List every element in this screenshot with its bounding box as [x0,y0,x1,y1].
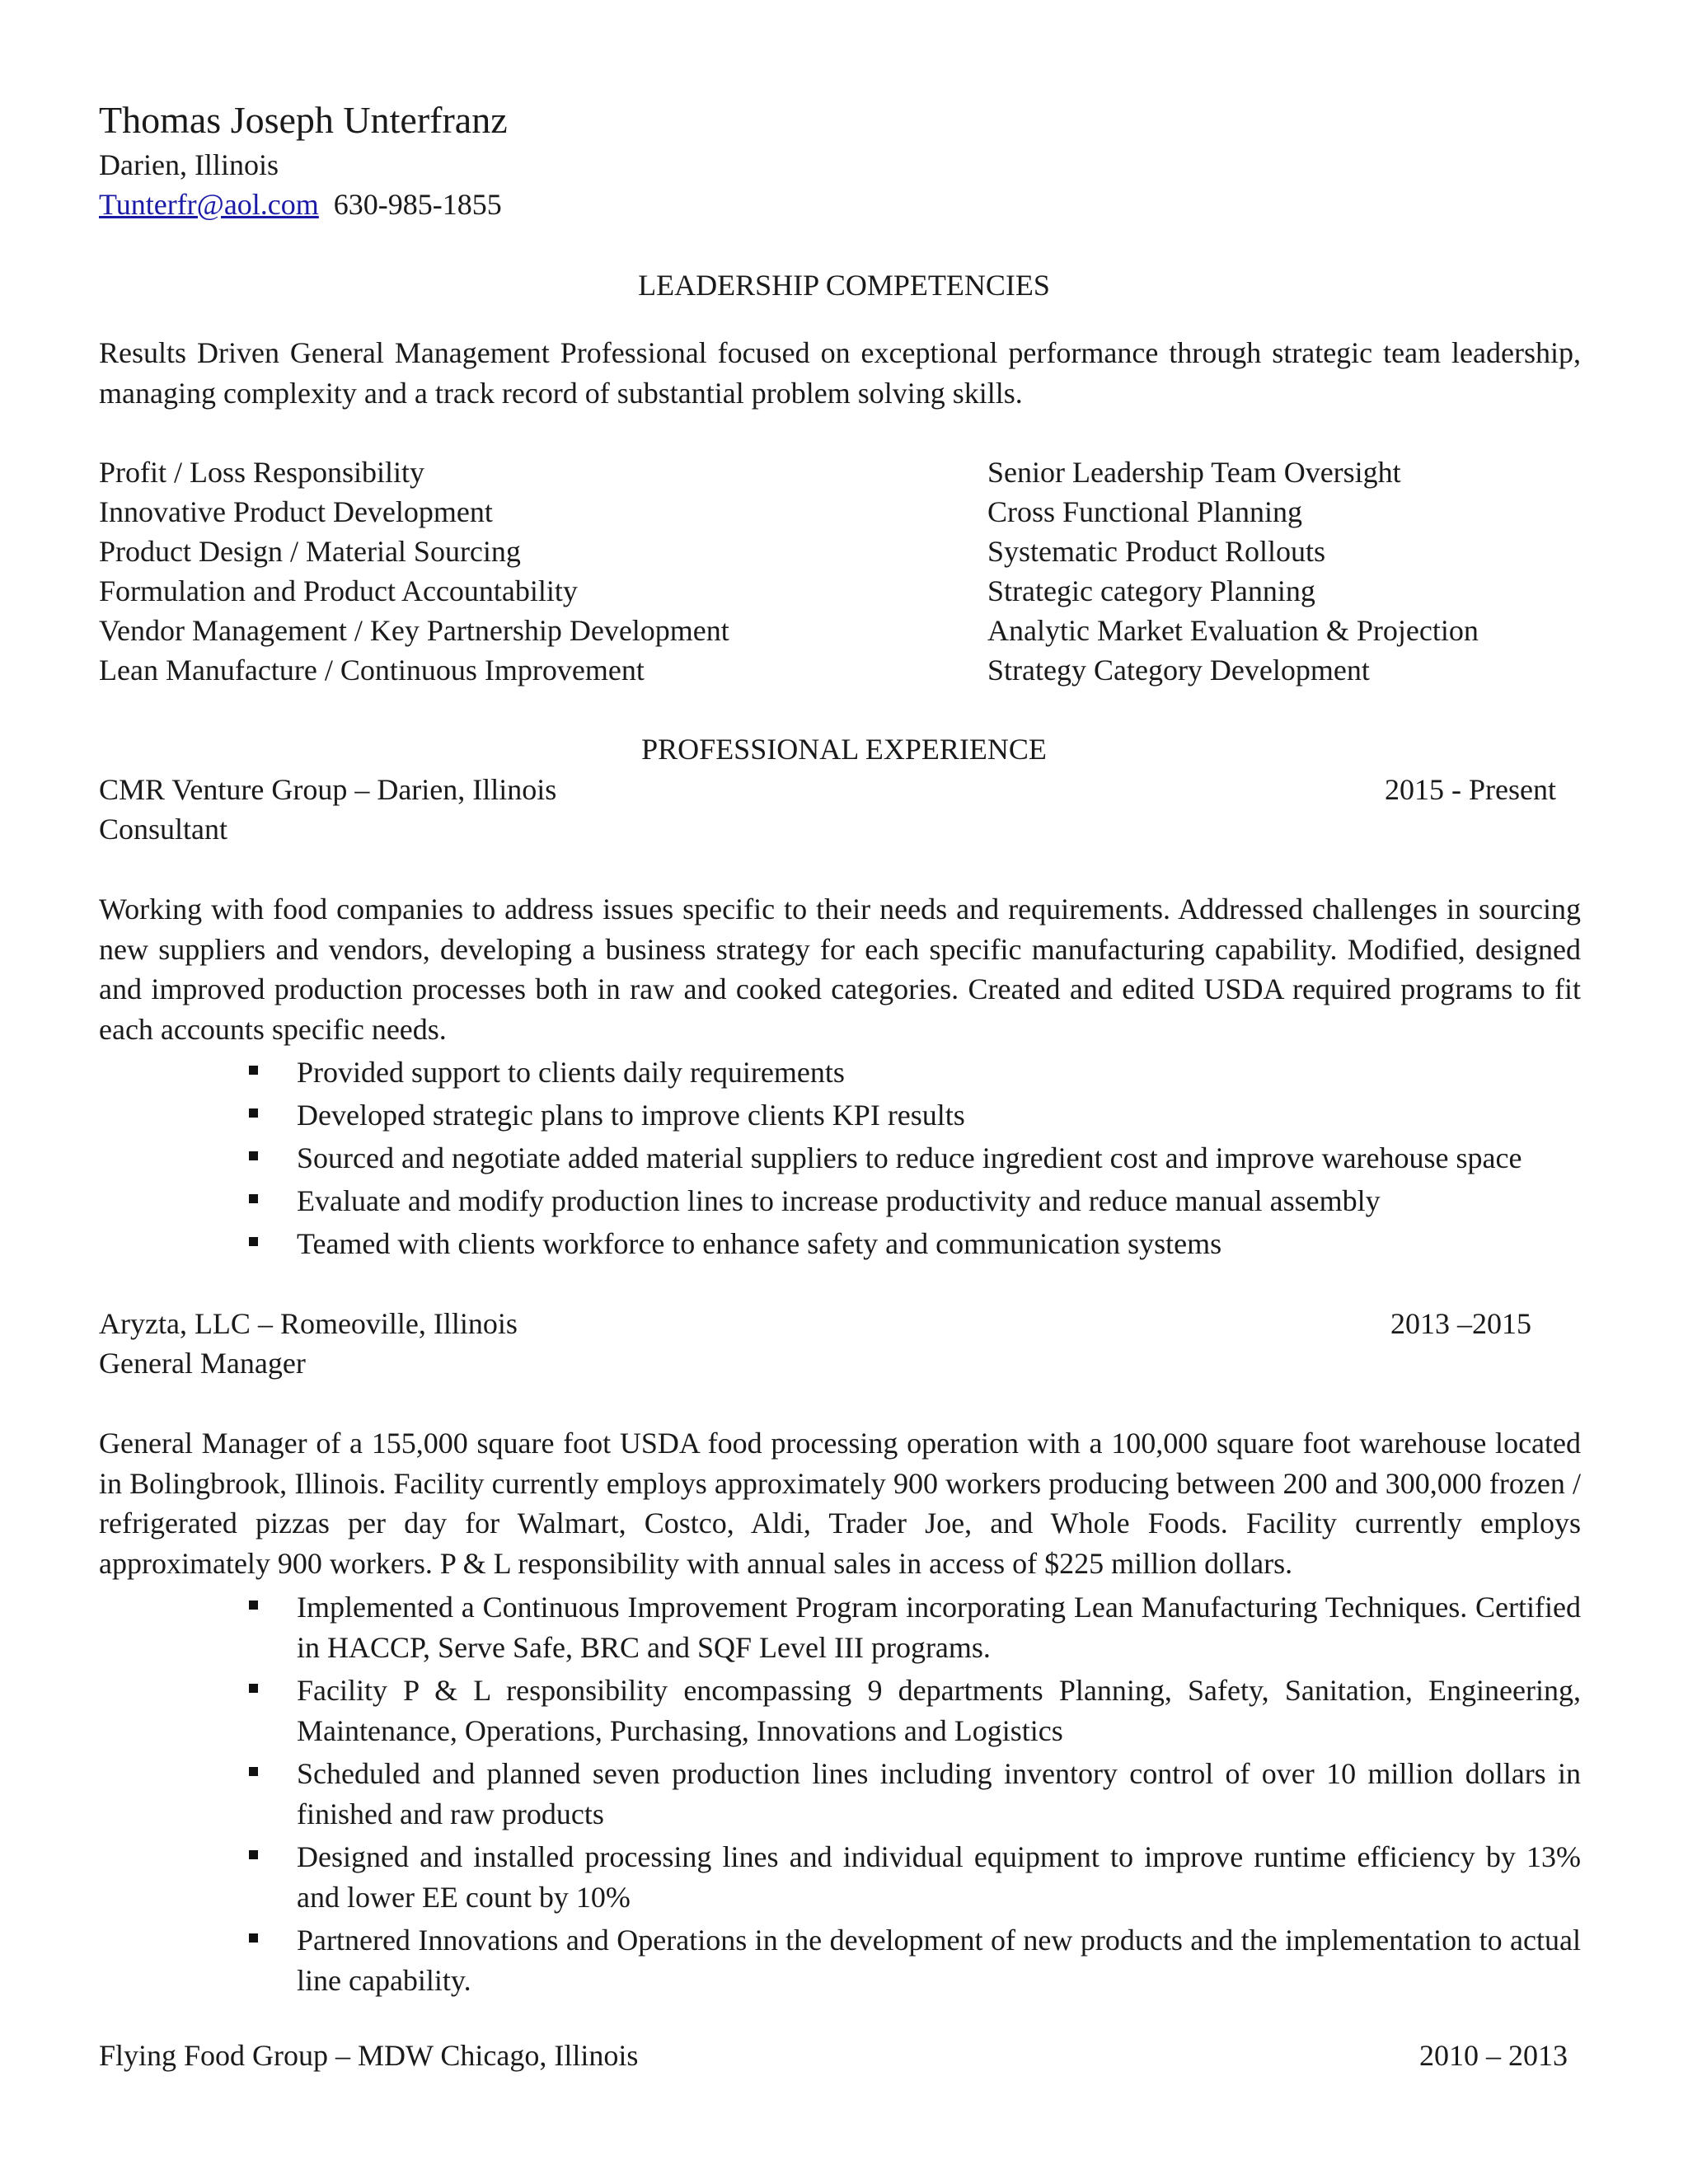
job-description: Working with food companies to address issues specific to their needs and requirements. Addressed challenges in sourcing new suppliers and vendors, developing a business strategy for each specific manufacturing capability. Modified, designed and improved production processes both in raw and cooked categories. Created and edited USDA required programs to fit each accounts specific needs. [99,893,1581,1046]
bullet-text: Provided support to clients daily requirements [297,1056,845,1089]
bullet-square-icon [249,1601,258,1610]
competency-item: Senior Leadership Team Oversight [987,456,1401,489]
job-title: Consultant [99,813,228,846]
candidate-location: Darien, Illinois [99,148,279,181]
competency-item: Lean Manufacture / Continuous Improvement [99,654,645,687]
job-company: Flying Food Group – MDW Chicago, Illinois [99,2039,639,2072]
bullet-square-icon [249,1151,258,1160]
candidate-name: Thomas Joseph Unterfranz [99,99,508,141]
competency-item: Analytic Market Evaluation & Projection [987,614,1479,647]
bullet-square-icon [249,1684,258,1693]
job-company: Aryzta, LLC – Romeoville, Illinois [99,1307,518,1340]
bullet-text: Facility P & L responsibility encompassing 9 departments Planning, Safety, Sanitation, Engineering, Maintenance, Operations, Purchasing, Innovations and Logistics [297,1674,1581,1747]
competencies-summary: Results Driven General Management Professional focused on exceptional performance through strategic team leadership, managing complexity and a track record of substantial problem solving skills. [99,336,1581,410]
competency-item: Product Design / Material Sourcing [99,535,521,568]
bullet-square-icon [249,1767,258,1776]
bullet-square-icon [249,1933,258,1943]
competency-item: Cross Functional Planning [987,495,1303,528]
job-company: CMR Venture Group – Darien, Illinois [99,773,557,806]
bullet-text: Implemented a Continuous Improvement Program incorporating Lean Manufacturing Techniques. Certified in HACCP, Serve Safe, BRC and SQF Level III programs. [297,1591,1581,1664]
bullet-text: Scheduled and planned seven production lines including inventory control of over 10 million dollars in finished and raw products [297,1757,1581,1830]
phone-number: 630-985-1855 [333,188,502,221]
competency-item: Strategy Category Development [987,654,1370,687]
bullet-text: Partnered Innovations and Operations in the development of new products and the implementation to actual line capability. [297,1924,1581,1997]
competencies-heading: LEADERSHIP COMPETENCIES [638,269,1050,302]
bullet-square-icon [249,1237,258,1246]
bullet-text: Teamed with clients workforce to enhance safety and communication systems [297,1227,1222,1260]
experience-heading: PROFESSIONAL EXPERIENCE [641,733,1047,766]
competency-item: Systematic Product Rollouts [987,535,1325,568]
competency-item: Formulation and Product Accountability [99,574,578,607]
job-dates: 2013 –2015 [1390,1307,1531,1340]
bullet-square-icon [249,1850,258,1859]
bullet-text: Developed strategic plans to improve clients KPI results [297,1099,965,1132]
job-dates: 2015 - Present [1385,773,1556,806]
competency-item: Innovative Product Development [99,495,493,528]
bullet-text: Sourced and negotiate added material suppliers to reduce ingredient cost and improve warehouse space [297,1141,1522,1174]
job-description: General Manager of a 155,000 square foot USDA food processing operation with a 100,000 square foot warehouse located in Bolingbrook, Illinois. Facility currently employs approximately 900 workers producing between 200 and 300,000 frozen / refrigerated pizzas per day for Walmart, Costco, Aldi, Trader Joe, and Whole Foods. Facility currently employs approximately 900 workers. P & L responsibility with annual sales in access of $225 million dollars. [99,1427,1581,1580]
competency-item: Profit / Loss Responsibility [99,456,425,489]
bullet-square-icon [249,1194,258,1203]
bullet-text: Designed and installed processing lines and individual equipment to improve runtime efficiency by 13% and lower EE count by 10% [297,1840,1581,1914]
bullet-square-icon [249,1066,258,1075]
email-link[interactable]: Tunterfr@aol.com [99,188,319,221]
bullet-text: Evaluate and modify production lines to increase productivity and reduce manual assembly [297,1184,1381,1217]
bullet-square-icon [249,1108,258,1118]
competency-item: Strategic category Planning [987,574,1315,607]
job-dates: 2010 – 2013 [1419,2039,1568,2072]
competency-item: Vendor Management / Key Partnership Development [99,614,729,647]
contact-line [99,185,502,224]
job-title: General Manager [99,1347,306,1380]
